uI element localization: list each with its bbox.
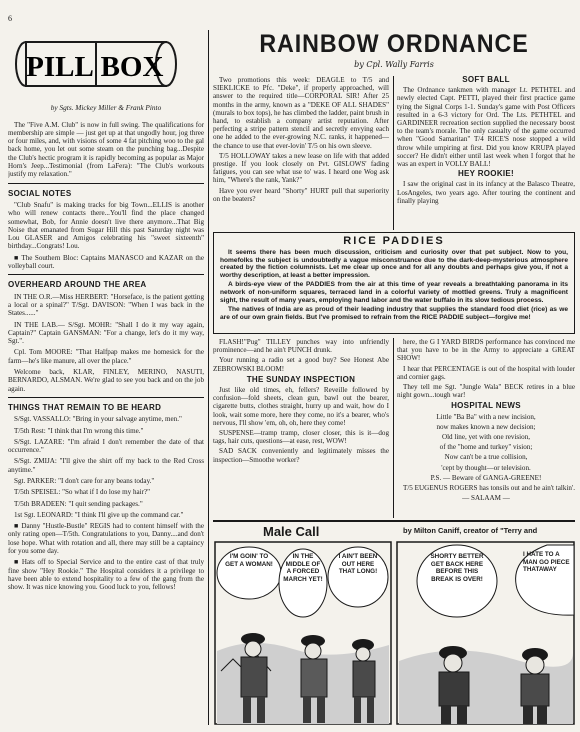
rainbow-paragraph: Have you ever heard "Shorty" HURT pull that superiority on the beaters? [213, 186, 389, 203]
things-item: T/5th BRADEEN: "I quit sending packages." [14, 499, 143, 508]
rainbow-paragraph: I hear that PERCENTAGE is out of the hospital with louder and cornier gags. [397, 364, 575, 381]
rainbow-col-3 [213, 338, 389, 518]
social-notes-heading: SOCIAL NOTES [8, 188, 72, 198]
rainbow-byline: by Cpl. Wally Farris [354, 60, 434, 69]
overheard-item: Cpl. Tom MOORE: "That Halfpap makes me homesick for the farm—he's like manure, all over the place." [8, 348, 204, 365]
divider [8, 183, 204, 184]
rainbow-paragraph: here, the G I YARD BIRDS performance has convinced me that you have to be in the Army to appreciate a GREAT SHOW! [397, 338, 575, 363]
rainbow-paragraph: They tell me Sgt. "Jungle Wala" BECK retires in a blue night gown...tough war! [397, 383, 575, 400]
overheard-item: IN THE LAB.— S/Sgt. MOHR: "Shall I do it my way again, Captain?" Captain GANSMAN: "For a change, let's do it my way, Sgt.". [8, 320, 204, 346]
rookie-text: I saw the original cast in its infancy at the Balasco Theatre, LosAngeles, two years ago. After touring the continent and finally playing [397, 180, 575, 205]
rookie-heading: HEY ROOKIE! [457, 169, 515, 179]
column-divider [393, 76, 394, 230]
verse-line: Old line, yet with one revision, [441, 433, 531, 442]
pillbox-title-left: PILL [26, 51, 94, 83]
verse-line: — SALAAM — [462, 494, 510, 503]
rainbow-col-4 [397, 338, 575, 518]
comic-byline: by Milton Caniff, creator of "Terry and [403, 526, 538, 535]
rice-paddies-box [213, 232, 575, 334]
rainbow-col-2 [397, 76, 575, 230]
things-item: S/Sgt. LAZARE: "I'm afraid I don't remember the date of that occurrence." [8, 437, 204, 455]
hospital-news-heading: HOSPITAL NEWS [451, 401, 521, 411]
softball-text: The Ordnance tankmen with manager Lt. PETHTEL and newly elected Capt. PETTI, played their first practice game tying the Signal Corps 1-1. Sunday's game with Post Officers resulted in a 6-3 victory for Ord. The Lts. PETHTEL and GARDINEER recreation section supplied the necessary boost to the team's morale. The only casualty of the game occurred when "Good Samaritan" T/4 RICE'S nose stopped a wild throw while umpiring at first. Did you know KRUPA played soccer? He didn't either until last week when I forgot that he was an expert in VOLLY BALL! [397, 86, 575, 169]
social-note: "Club Snafu" is making tracks for big Town...ELLIS is another who will renew contacts there...You'll find the place changed somewhat, Bob, for Annie doesn't live there anymore...That Big Noise that emanated from Sugar Hill this past Saturday night was Lou GLASER and Amigos celebrating his "sweet sixteenth" birthday...Congrats! Lou. [8, 200, 204, 251]
overheard-item: Welcome back, KLAR, FINLEY, MERINO, NASUTI, BERNARDO, ALSMAN. We're glad to see you back and on the job again. [8, 368, 204, 393]
things-item: T/5th Rest: "I think that I'm wrong this time." [14, 426, 144, 435]
column-divider [208, 30, 209, 725]
overheard-heading: OVERHEARD AROUND THE AREA [8, 280, 147, 290]
softball-heading: SOFT BALL [462, 76, 510, 84]
speech-bubble-text: IN THE MIDDLE OF A FORCED MARCH YET! [283, 553, 323, 583]
rainbow-bottom-columns [213, 338, 575, 518]
rainbow-col-1 [213, 76, 389, 230]
speech-bubble-text: I'M GOIN' TO GET A WOMAN! [225, 553, 273, 568]
things-item: Sgt. PARKER: "I don't care for any beans today." [14, 476, 155, 485]
things-item: ■ Hats off to Special Service and to the entire cast of that truly fine show "Hey Rookie." The Hospital considers it a privilege to have been able to extend hospitality to a few of the gang from the show. It was nice knowing you. Good luck to you, fellows! [8, 558, 204, 592]
comic-panels [213, 541, 575, 727]
rainbow-masthead: RAINBOW ORDNANCE [259, 30, 529, 58]
inspection-paragraph: SAD SACK conveniently and legitimately misses the inspection—Smoothe worker? [213, 447, 389, 464]
pillbox-column [8, 30, 204, 725]
verse-line: P.S. — Beware of GANGA-GREENE! [430, 473, 542, 482]
verse-line: T/5 EUGENUS ROGERS has tonsils out and he ain't talkin'. [403, 484, 575, 493]
things-item: ■ Danny "Hustle-Bustle" REGIS had to content himself with the only rating open—T/5th. Congratulations to you, Danny....and don't lose hope. What with rotation and all, there may still be a captaincy for you some day. [8, 522, 204, 556]
pillbox-logo [8, 32, 178, 96]
overheard-item: IN THE O.R.—Miss HERBERT: "Horseface, is the patient getting a local or a spinal?" T/Sgt. DAVISON: "When I was back in the States......" [8, 292, 204, 318]
rice-paragraph: A birds-eye view of the PADDIES from the air at this time of year reveals a breathtaking panorama in its network of non-uniform squares, terraced land in a colorful variety of mottled greens. Truly a magnificent sight, the result of many years, employing hand labor and the water buffalo in its slow tedious process. [220, 281, 568, 304]
pillbox-title-right: BOX [100, 51, 164, 83]
comic-header [213, 522, 575, 540]
verse-line: now makes known a new decision; [436, 422, 536, 431]
verse-line: Little "Ba Ba" with a new incision, [436, 412, 536, 421]
things-item: 1st Sgt. LEONARD: "I think I'll give up the command car." [14, 510, 184, 519]
verse-line: of the "home and turkey" vision; [439, 443, 533, 452]
speech-bubble-text: I HATE TO A MAN GO PIECE THATAWAY [523, 551, 570, 573]
things-item: S/Sgt. VASSALLO: "Bring in your salvage anytime, men." [14, 415, 182, 424]
inspection-paragraph: Just like old times, eh, fellers? Reveille followed by confusion—fold sheets, clean gun, bawl out the bearer, cigarette butts, clothes straight, hurry up and wait, how do I look, wait some more, here they come, no it's a bearer, who's nervous, I'll show 'em, oh, oh, here they come! [213, 386, 389, 427]
social-note: ■ The Southern Bloc: Captains MANASCO and KAZAR on the volleyball court. [8, 253, 204, 271]
speech-bubble-text: SHORTY BETTER GET BACK HERE BEFORE THIS BREAK IS OVER! [430, 553, 484, 583]
pillbox-byline: by Sgts. Mickey Miller & Frank Pinto [50, 103, 162, 113]
divider [8, 397, 204, 398]
things-item: T/5th SPEISEL: "So what if I do lose my hair?" [14, 488, 151, 497]
rainbow-top-columns [213, 76, 575, 230]
divider [8, 274, 204, 275]
rainbow-paragraph: T/5 HOLLOWAY takes a new lease on life with that added prestige. If you look closely on Pvt. GISLOWS' fading fatigues, you can see what use to' was. I heard one Wog ask him, "Where's the rank, Yank?" [213, 151, 389, 185]
pillbox-intro: The "Five A.M. Club" is now in full swing. The qualifications for membership are simple — just get up at that ungodly hour, jog three or four miles, and, with visions of some 4 fat pitching woo to the gal back home, you let out some steam on the punching bag...Despite the Club's hectic program it is rapidly becoming as popular as Major Horn's Jeep...Testimonial (from LaFera): "The Club's workouts justify my relaxation." [8, 120, 204, 179]
rice-heading: RICE PADDIES [343, 235, 445, 247]
verse-line: 'cept by thought—or television. [441, 463, 531, 472]
rainbow-paragraph: Your running a radio set a good buy? See Honest Abe ZEBROWSKI BLOOM! [213, 356, 389, 373]
inspection-heading: THE SUNDAY INSPECTION [246, 374, 356, 384]
rice-paragraph: The natives of India are as proud of their leading industry that supplies the standard food diet (rice) as we are of our own grain fields. But I've promised to refrain from the RICE PADDIE subject—forgive me! [220, 306, 568, 321]
inspection-paragraph: SUSPENSE—tramp tramp, closer closer, this is it—dog tags, hair cuts, questions—at ease, rest, WOW! [213, 429, 389, 446]
comic-title: Male Call [263, 524, 320, 539]
column-divider [393, 338, 394, 518]
male-call-comic [213, 520, 575, 725]
speech-bubble-text: I AIN'T BEEN OUT HERE THAT LONG! [338, 553, 378, 575]
page-number: 6 [8, 14, 12, 23]
rainbow-paragraph: Two promotions this week: DEAGLE to T/5 and SIEKLICKE to Pfc. "Deke", if properly approached, will answer to the required title—CORPORAL SIR! After 25 months in the army, known as a "DEKE OF ALL SHADES" (murals to box tops), he has climbed the ladder, paint brush in hand, to establish a company artist reputation. After perfecting a stripe pattern stencil and secretly envying each one he added to the ever-growing N.C. ranks, it happened—the chance to use that ever-lovin' T/5 on his own sleeve. [213, 76, 389, 150]
things-item: S/Sgt. ZMIJA: "I'll give the shirt off my back to the Red Cross anytime." [8, 457, 204, 474]
things-heading: THINGS THAT REMAIN TO BE HEARD [8, 402, 162, 412]
rainbow-paragraph: FLASH!"Pug" TILLEY punches way into unfriendly prominence—and he ain't PUNCH drunk. [213, 338, 389, 355]
verse-line: Now can't be a true collision, [444, 453, 528, 462]
rice-paragraph: It seems there has been much discussion, criticism and curiosity over that pet subject. Now to you, homefolks the subject is undoubtedly a vague misconstruance due to the dark-deep-mysterious atmosphere created by the fiction columnists. Let me clear up once and for all any doubts and perhaps give you, if not a worthy description, at least a better impression. [220, 249, 568, 279]
rainbow-header [213, 30, 575, 69]
